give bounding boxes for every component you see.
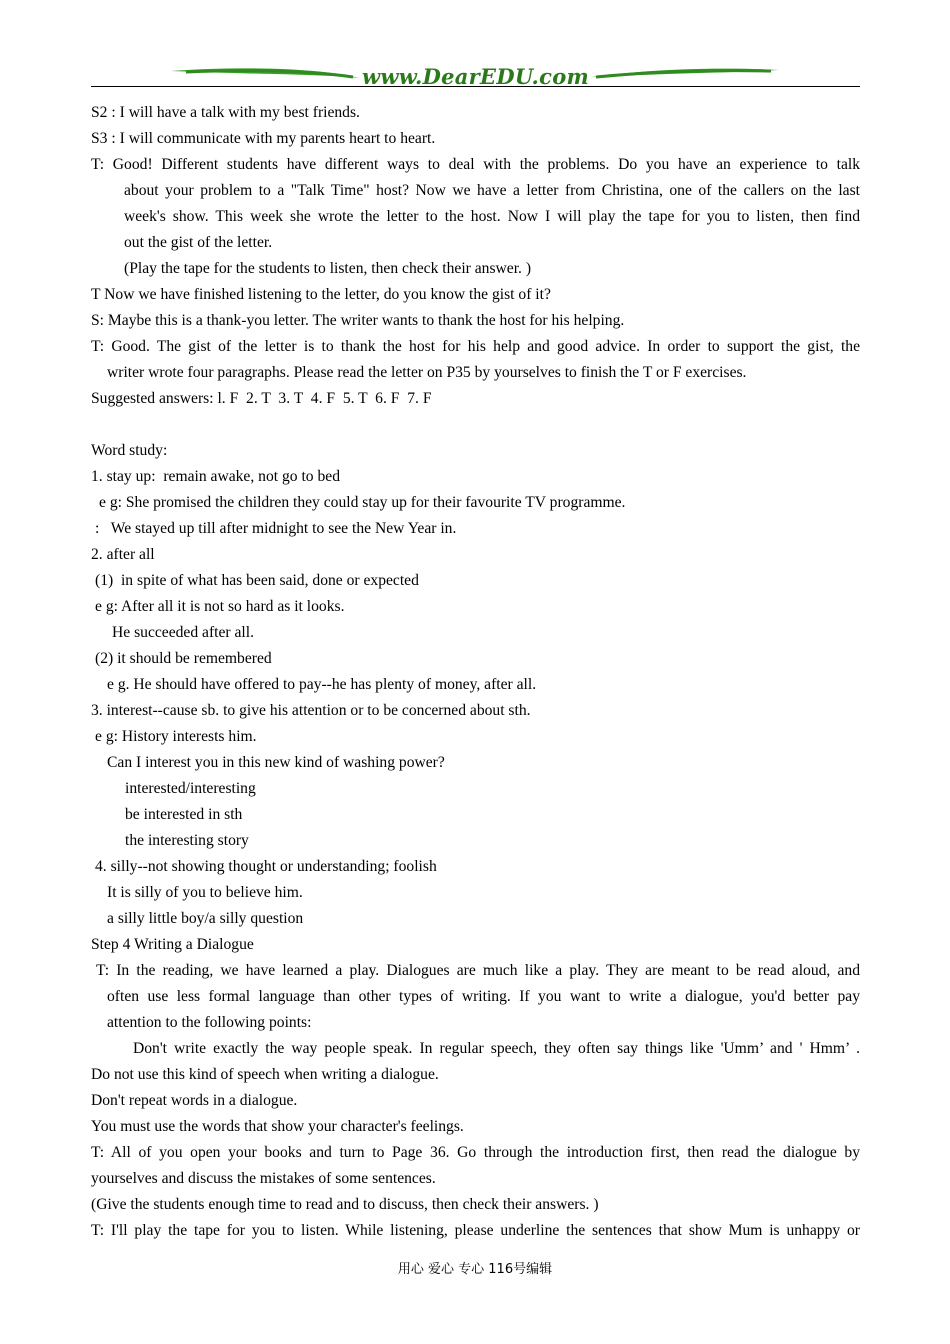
- text-line: T: Good! Different students have different ways to deal with the problems. Do you have an experience to talk: [91, 156, 860, 173]
- text-line: S2 : I will have a talk with my best friends.: [91, 104, 360, 121]
- text-line: (2) it should be remembered: [95, 650, 272, 667]
- text-line: out the gist of the letter.: [124, 234, 273, 251]
- text-line: e g. He should have offered to pay--he has plenty of money, after all.: [107, 676, 537, 693]
- text-line: T: In the reading, we have learned a play. Dialogues are much like a play. They are meant to be read aloud, and: [96, 962, 860, 979]
- text-line: (1) in spite of what has been said, done or expected: [95, 572, 419, 589]
- text-line: be interested in sth: [125, 806, 243, 823]
- text-line: T: Good. The gist of the letter is to thank the host for his help and good advice. In order to support the gist, the: [91, 338, 860, 355]
- text-line: (Give the students enough time to read and to discuss, then check their answers. ): [91, 1196, 599, 1213]
- text-line: a silly little boy/a silly question: [107, 910, 304, 927]
- page-footer: 用心 爱心 专心 116号编辑: [397, 1262, 553, 1277]
- text-line: It is silly of you to believe him.: [107, 884, 303, 901]
- text-line: 4. silly--not showing thought or understanding; foolish: [95, 858, 437, 875]
- text-line: attention to the following points:: [107, 1014, 312, 1031]
- text-line: (Play the tape for the students to listen, then check their answer. ): [124, 260, 532, 277]
- text-line: week's show. This week she wrote the letter to the host. Now I will play the tape for you to listen, then find: [124, 208, 860, 225]
- text-line: He succeeded after all.: [112, 624, 254, 641]
- text-line: S3 : I will communicate with my parents heart to heart.: [91, 130, 436, 147]
- text-line: 1. stay up: remain awake, not go to bed: [91, 468, 341, 485]
- text-line: Step 4 Writing a Dialogue: [91, 936, 254, 953]
- text-line: : We stayed up till after midnight to see the New Year in.: [95, 520, 457, 537]
- text-line: Do not use this kind of speech when writing a dialogue.: [91, 1066, 439, 1083]
- document-body: [91, 100, 860, 1244]
- text-line: e g: After all it is not so hard as it looks.: [95, 598, 345, 615]
- text-line: S: Maybe this is a thank-you letter. The writer wants to thank the host for his helping.: [91, 312, 625, 329]
- text-line: Word study:: [91, 442, 168, 459]
- text-line: often use less formal language than other types of writing. If you want to write a dialogue, you'd better pay: [107, 988, 860, 1005]
- text-line: e g: History interests him.: [95, 728, 257, 745]
- text-line: T Now we have finished listening to the letter, do you know the gist of it?: [91, 286, 551, 303]
- text-line: writer wrote four paragraphs. Please read the letter on P35 by yourselves to finish the T or F exercises.: [107, 364, 747, 381]
- header-rule: [91, 86, 860, 87]
- text-line: the interesting story: [125, 832, 249, 849]
- text-line: yourselves and discuss the mistakes of some sentences.: [91, 1170, 436, 1187]
- text-line: about your problem to a "Talk Time" host? Now we have a letter from Christina, one of the callers on the last: [124, 182, 860, 199]
- site-logo-text: www.DearEDU.com: [361, 64, 590, 89]
- text-line: Suggested answers: l. F 2. T 3. T 4. F 5. T 6. F 7. F: [91, 390, 432, 407]
- text-line: e g: She promised the children they could stay up for their favourite TV programme.: [99, 494, 626, 511]
- text-line: 2. after all: [91, 546, 155, 563]
- text-line: [91, 412, 860, 438]
- text-line: Can I interest you in this new kind of washing power?: [107, 754, 445, 771]
- text-line: T: I'll play the tape for you to listen. While listening, please underline the sentences that show Mum is unhappy or: [91, 1222, 860, 1239]
- text-line: Don't repeat words in a dialogue.: [91, 1092, 298, 1109]
- text-line: 3. interest--cause sb. to give his attention or to be concerned about sth.: [91, 702, 531, 719]
- text-line: Don't write exactly the way people speak. In regular speech, they often say things like 'Umm’ and ' Hmm’ .: [133, 1040, 860, 1057]
- text-line: T: All of you open your books and turn to Page 36. Go through the introduction first, then read the dialogue by: [91, 1144, 860, 1161]
- text-line: interested/interesting: [125, 780, 256, 797]
- text-line: You must use the words that show your character's feelings.: [91, 1118, 464, 1135]
